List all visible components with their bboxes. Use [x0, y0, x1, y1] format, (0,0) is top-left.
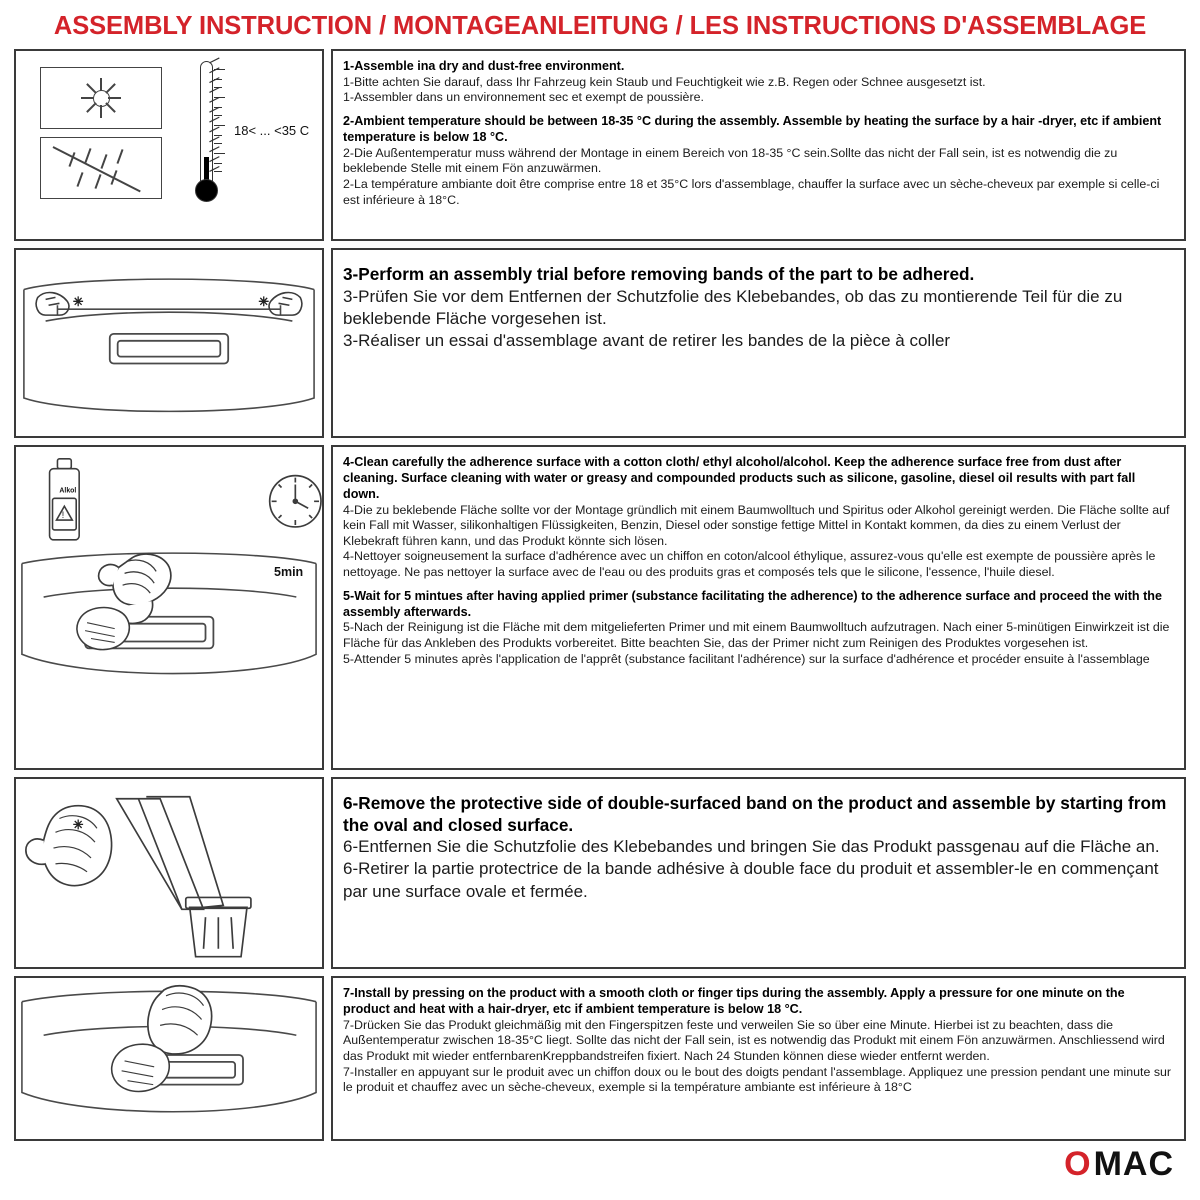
- step-text-4-5: [331, 445, 1186, 770]
- instruction-row: [14, 445, 1186, 770]
- step-5-en: 5-Wait for 5 mintues after having applied primer (substance facilitating the adherence) to the adherence surface and proceed the with the assembly afterwards.: [343, 588, 1162, 619]
- step-1-fr: 1-Assembler dans un environnement sec et exempt de poussière.: [343, 90, 704, 105]
- brand-logo-accent: O: [1064, 1145, 1092, 1183]
- step-3: [343, 258, 1174, 352]
- step-4-fr: 4-Nettoyer soigneusement la surface d'adhérence avec un chiffon en coton/alcool éthylique, assurez-vous qu'elle est exempte de poussière après le nettoyage. Ne pas nettoyer la surface avec de l'eau ou des produits gras et composés tels que le silicone, l'essence, l'huile diesel.: [343, 549, 1156, 580]
- step-1-de: 1-Bitte achten Sie darauf, dass Ihr Fahrzeug kein Staub und Feuchtigkeit wie z.B. Regen oder Schnee ausgesetzt ist.: [343, 74, 986, 89]
- step-6: [343, 787, 1174, 903]
- step-3-de: 3-Prüfen Sie vor dem Entfernen der Schutzfolie des Klebebandes, ob das zu montierende Teil für die zu beklebende Fläche vorgesehen ist.: [343, 286, 1123, 328]
- clock-label: 5min: [274, 565, 304, 579]
- temperature-range-label: 18< ... <35 C: [234, 123, 310, 138]
- illustration-peel-film: [14, 777, 324, 969]
- illustration-trial-fit: [14, 248, 324, 438]
- step-6-en: 6-Remove the protective side of double-surfaced band on the product and assemble by starting from the oval and closed surface.: [343, 793, 1167, 835]
- step-text-6: [331, 777, 1186, 969]
- brand-logo-text: MAC: [1093, 1145, 1174, 1183]
- step-3-fr: 3-Réaliser un essai d'assemblage avant de retirer les bandes de la pièce à coller: [343, 330, 951, 350]
- illustration-cleaning: [14, 445, 324, 770]
- step-5-fr: 5-Attender 5 minutes après l'application de l'apprêt (substance facilitant l'adhérence) sur la surface d'adhérence et procéder ensuite à l'assemblage: [343, 651, 1150, 666]
- instruction-row: [14, 777, 1186, 969]
- step-4-de: 4-Die zu beklebende Fläche sollte vor der Montage gründlich mit einem Baumwolltuch und Spiritus oder Alkohol gereinigt werden. Die Fläche sollte auf kein Fall mit Wasser, silikonhaltigen Flüssigkeiten, Benzin, Diesel oder sonstige fettige Mittel in Kontakt kommen, da dies zu einem Verlust der Klebekraft führen kann, und das Produkt könnte sich lösen.: [343, 502, 1170, 548]
- page-title: ASSEMBLY INSTRUCTION / MONTAGEANLEITUNG / LES INSTRUCTIONS D'ASSEMBLAGE: [53, 12, 1147, 40]
- step-7-en: 7-Install by pressing on the product with a smooth cloth or finger tips during the assembly. Apply a pressure for one minute on the product and heat with a hair-dryer, etc if ambient temperature is below 18 °C.: [343, 986, 1125, 1016]
- step-5: [343, 589, 1174, 668]
- bumper-trial-fit-drawing: [16, 250, 322, 436]
- step-4: [343, 455, 1174, 581]
- step-text-1-2: [331, 49, 1186, 241]
- step-6-de: 6-Entfernen Sie die Schutzfolie des Klebebandes und bringen Sie das Produkt passgenau auf die Fläche an.: [343, 837, 1160, 857]
- illustration-press-product: [14, 976, 324, 1141]
- step-text-3: [331, 248, 1186, 438]
- brand-logo: [1064, 1145, 1174, 1184]
- step-7-fr: 7-Installer en appuyant sur le produit avec un chiffon doux ou le bout des doigts pendant l'assemblage. Appliquez une pression pendant une minute sur le produit et chauffez avec un sèche-cheveux, exemple si la température ambiante est inférieure à 18°C: [343, 1064, 1172, 1095]
- instruction-rows: [14, 49, 1186, 1141]
- step-text-7: [331, 976, 1186, 1141]
- step-2: [343, 114, 1174, 208]
- instruction-row: [14, 248, 1186, 438]
- svg-text:Alkol: Alkol: [59, 487, 77, 495]
- step-5-de: 5-Nach der Reinigung ist die Fläche mit dem mitgelieferten Primer und mit einem Baumwolltuch aufzutragen. Nach einer 5-minütigen Einwirkzeit ist die Fläche für das Ankleben des Produkts vorbereitet. Bitte beachten Sie, das der Primer nicht zum Reinigen des Produktes vorgesehen ist.: [343, 620, 1170, 651]
- peel-protective-film-drawing: [16, 779, 322, 967]
- step-1-en: 1-Assemble ina dry and dust-free environment.: [343, 59, 625, 73]
- step-7: [343, 986, 1174, 1096]
- press-product-drawing: [16, 978, 322, 1138]
- cleaning-surface-drawing: [16, 447, 322, 765]
- step-4-en: 4-Clean carefully the adherence surface with a cotton cloth/ ethyl alcohol/alcohol. Keep the adherence surface free from dust after cleaning. Surface cleaning with water or greasy and compounded products such as silicone, gasoline, diesel oil results with part fall down.: [343, 455, 1136, 501]
- thermometer-scale-marks: [16, 51, 322, 239]
- step-6-fr: 6-Retirer la partie protectrice de la bande adhésive à double face du produit et assembler-le en commençant par une surface ovale et fermée.: [343, 859, 1159, 901]
- step-2-de: 2-Die Außentemperatur muss während der Montage in einem Bereich von 18-35 °C sein.Sollte das nicht der Fall sein, ist es notwendig die zu beklebende Stelle mit einem Fön anzuwärmen.: [343, 145, 1118, 176]
- instruction-row: [14, 49, 1186, 241]
- step-2-fr: 2-La température ambiante doit être comprise entre 18 et 35°C lors d'assemblage, chauffer la surface avec un sèche-cheveux par exemple si celle-ci est inférieure à 18°C.: [343, 177, 1160, 207]
- step-1: [343, 59, 1174, 106]
- step-2-en: 2-Ambient temperature should be between 18-35 °C during the assembly. Assemble by heating the surface by a hair -dryer, etc if ambient temperature is below 18 °C.: [343, 114, 1162, 144]
- step-3-en: 3-Perform an assembly trial before removing bands of the part to be adhered.: [343, 264, 975, 284]
- svg-text:!: !: [61, 510, 65, 521]
- step-7-de: 7-Drücken Sie das Produkt gleichmäßig mit den Fingerspitzen feste und verweilen Sie so über eine Minute. Hierbei ist zu beachten, dass die Außentemperatur zwischen 18-35°C liegt. Sollte das nicht der Fall sein, ist es notwendig das Produkt mit einem Fön anzuwärmen. Anschliessend wird das Produkt mit wieder entfernbarenKreppbandstreifen fixiert. Nach 24 Stunden können diese wieder entfernt werden.: [343, 1017, 1165, 1063]
- instruction-row: [14, 976, 1186, 1141]
- illustration-environment: [14, 49, 324, 241]
